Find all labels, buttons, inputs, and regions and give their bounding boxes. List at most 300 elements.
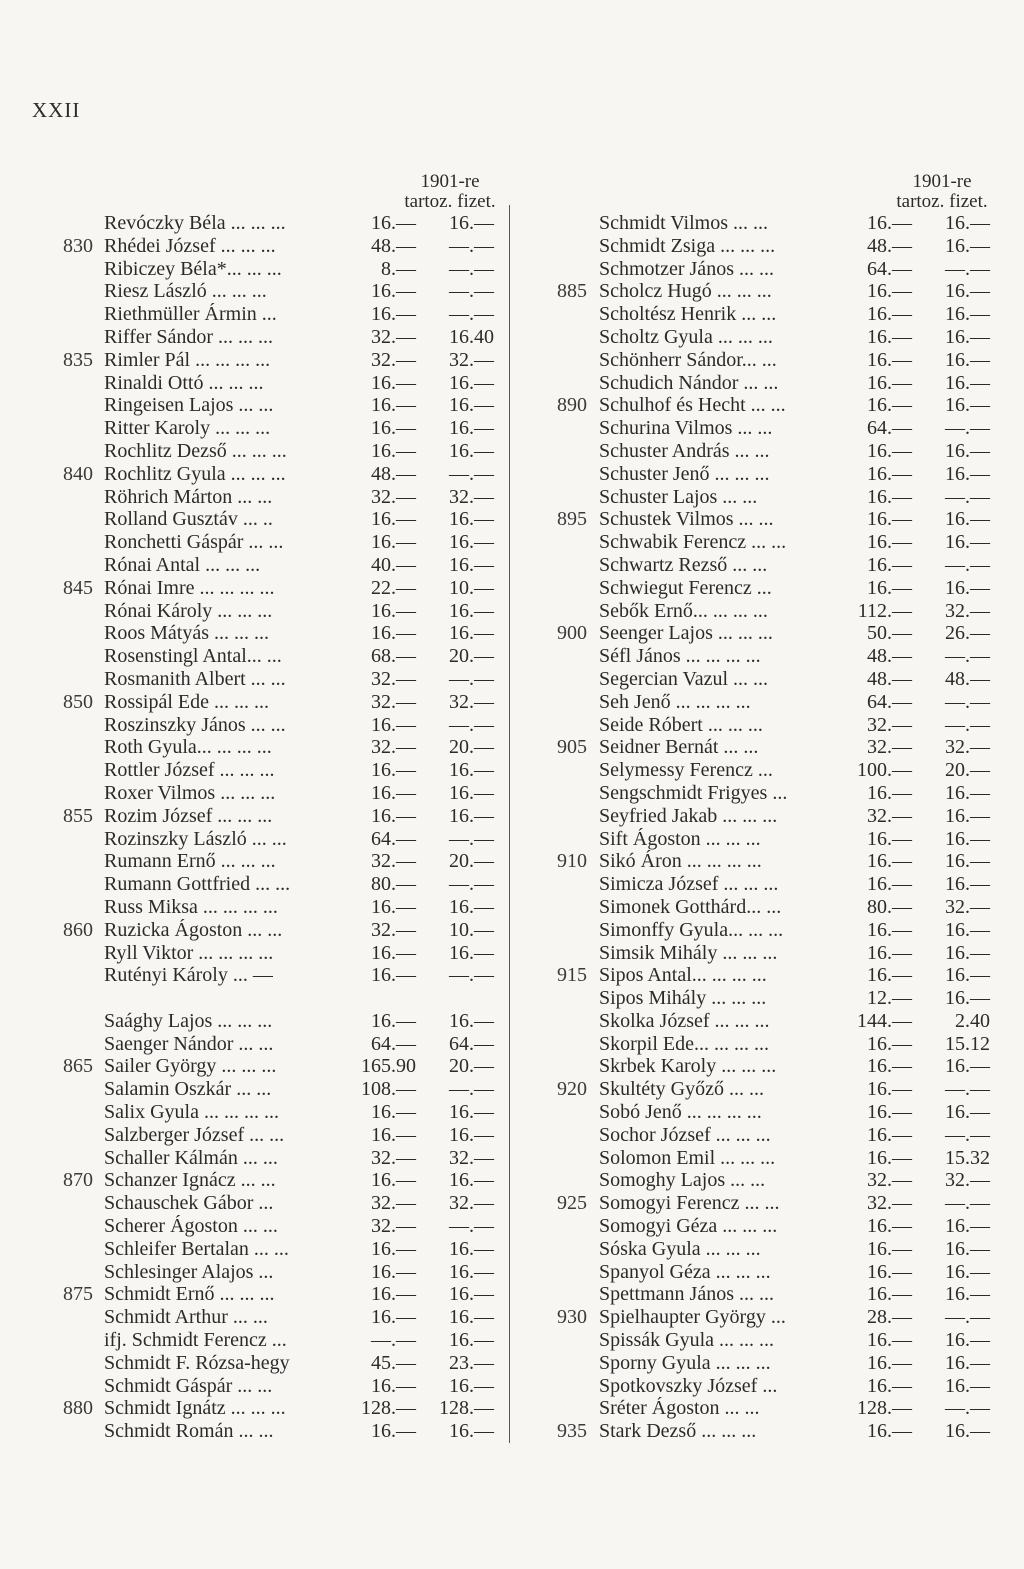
amount-due: 64.— [867,690,912,713]
amount-due: 16.— [867,1329,912,1352]
amount-paid: 16.— [945,325,990,348]
member-name: Skorpil Ede... ... ... ... [599,1032,769,1055]
amount-due: 16.— [867,508,912,531]
amount-paid: 32.— [945,1169,990,1192]
amount-paid: 2.40 [955,1009,990,1032]
amount-due: 32.— [371,850,416,873]
member-name: Rolland Gusztáv ... .. [104,508,273,531]
amount-paid: —.— [449,873,494,896]
amount-due: 128.— [361,1397,416,1420]
amount-paid: 16.— [449,1260,494,1283]
member-name: Seidner Bernát ... ... [599,736,759,759]
member-name: Spanyol Géza ... ... ... [599,1260,771,1283]
amount-due: 16.— [371,1374,416,1397]
amount-paid: 20.— [449,736,494,759]
member-name: Sengschmidt Frigyes ... [599,781,788,804]
amount-due: 16.— [867,439,912,462]
amount-due: 16.— [371,508,416,531]
amount-paid: 16.— [945,804,990,827]
member-name: Rutényi Károly ... — [104,964,273,987]
member-name: Schaller Kálmán ... ... [104,1146,278,1169]
amount-paid: 64.— [449,1032,494,1055]
amount-due: 80.— [371,873,416,896]
amount-due: 16.— [371,941,416,964]
amount-due: 68.— [371,645,416,668]
amount-due: 32.— [371,1215,416,1238]
amount-due: 16.— [867,1032,912,1055]
amount-due: 16.— [371,804,416,827]
member-number: 885 [557,280,587,303]
amount-paid: 16.— [449,508,494,531]
member-name: Saághy Lajos ... ... ... [104,1009,273,1032]
member-name: Rozim József ... ... ... [104,804,273,827]
member-name: Rochlitz Dezső ... ... ... [104,439,287,462]
member-name: Rumann Ernő ... ... ... [104,850,276,873]
amount-paid: 128.— [439,1397,494,1420]
amount-paid: 16.— [449,1374,494,1397]
amount-paid: 16.— [945,1215,990,1238]
amount-paid: 32.— [449,348,494,371]
amount-paid: 32.— [945,736,990,759]
amount-paid: 16.— [449,804,494,827]
member-name: Rozinszky László ... ... [104,827,287,850]
amount-due: 16.— [867,941,912,964]
member-name: Sréter Ágoston ... ... [599,1397,760,1420]
member-name: Roxer Vilmos ... ... ... [104,781,276,804]
amount-paid: 16.— [945,531,990,554]
amount-due: 100.— [857,759,912,782]
member-name: Schmidt Vilmos ... ... [599,212,769,234]
amount-paid: 16.— [945,964,990,987]
amount-paid: 16.— [945,439,990,462]
member-number: 890 [557,394,587,417]
amount-paid: —.— [945,645,990,668]
member-name: Skrbek Karoly ... ... ... [599,1055,777,1078]
member-name: Sóska Gyula ... ... ... [599,1237,761,1260]
member-name: Rónai Antal ... ... ... [104,553,261,576]
amount-paid: 16.— [449,781,494,804]
amount-paid: 16.— [945,941,990,964]
amount-paid: 16.— [945,212,990,234]
amount-due: 16.— [371,1009,416,1032]
member-name: Segercian Vazul ... ... [599,667,769,690]
amount-paid: 16.— [945,918,990,941]
member-name: Seenger Lajos ... ... ... [599,622,773,645]
amount-paid: 16.— [945,371,990,394]
amount-paid: 16.— [449,1169,494,1192]
amount-due: 16.— [371,1123,416,1146]
amount-due: 16.— [867,531,912,554]
amount-due: 48.— [867,234,912,257]
amount-due: 16.— [867,1123,912,1146]
amount-due: 48.— [371,234,416,257]
amount-paid: 16.— [945,987,990,1010]
member-name: Schmidt F. Rózsa-hegy [104,1351,290,1374]
amount-due: 64.— [867,257,912,280]
amount-paid: 16.— [945,303,990,326]
member-name: Simonek Gotthárd... ... [599,895,782,918]
member-name: Stark Dezső ... ... ... [599,1420,757,1443]
amount-due: 32.— [867,713,912,736]
amount-due: 108.— [361,1078,416,1101]
amount-paid: 16.— [945,1237,990,1260]
amount-paid: 16.— [449,371,494,394]
member-name: Rottler József ... ... ... [104,759,275,782]
amount-paid: —.— [449,462,494,485]
column-divider [509,205,510,1443]
amount-paid: 16.— [945,462,990,485]
amount-paid: —.— [945,1078,990,1101]
amount-paid: 16.— [945,827,990,850]
member-name: Schönherr Sándor... ... [599,348,777,371]
member-name: Sift Ágoston ... ... ... [599,827,761,850]
member-number: 905 [557,736,587,759]
member-name: Röhrich Márton ... ... [104,485,273,508]
member-name: Roos Mátyás ... ... ... [104,622,269,645]
member-name: Sipos Mihály ... ... ... [599,987,767,1010]
amount-due: 16.— [867,1260,912,1283]
amount-due: 80.— [867,895,912,918]
member-name: Spotkovszky József ... [599,1374,778,1397]
amount-due: 16.— [371,531,416,554]
amount-due: 16.— [371,1237,416,1260]
member-name: Sochor József ... ... ... [599,1123,771,1146]
left-column-header [385,172,515,212]
member-name: Schmidt Ernő ... ... ... [104,1283,275,1306]
amount-paid: 16.— [449,1329,494,1352]
amount-due: 16.— [867,781,912,804]
member-name: Roth Gyula... ... ... ... [104,736,272,759]
member-name: Salzberger József ... ... [104,1123,285,1146]
amount-due: 64.— [371,827,416,850]
amount-due: 32.— [371,1146,416,1169]
member-number: 910 [557,850,587,873]
amount-paid: 16.— [449,439,494,462]
amount-paid: 16.— [449,1123,494,1146]
amount-paid: 16.— [449,394,494,417]
member-name: Ritter Karoly ... ... ... [104,417,271,440]
amount-paid: 16.— [449,1101,494,1124]
member-name: Schauschek Gábor ... [104,1192,274,1215]
amount-due: 16.— [867,576,912,599]
amount-paid: 48.— [945,667,990,690]
member-name: ifj. Schmidt Ferencz ... [104,1329,287,1352]
member-name: Salix Gyula ... ... ... ... [104,1101,279,1124]
amount-paid: 32.— [945,895,990,918]
amount-paid: 16.— [945,781,990,804]
amount-due: 16.— [371,1283,416,1306]
amount-due: 16.— [371,1260,416,1283]
member-name: Spissák Gyula ... ... ... [599,1329,774,1352]
member-name: Ryll Viktor ... ... ... ... [104,941,274,964]
amount-paid: 16.— [449,553,494,576]
amount-due: 16.— [867,303,912,326]
left-header-year: 1901-re [420,171,480,192]
member-name: Seh Jenő ... ... ... ... [599,690,751,713]
member-name: Schustek Vilmos ... ... [599,508,774,531]
amount-paid: 16.— [945,1374,990,1397]
amount-due: 16.— [371,303,416,326]
amount-due: 16.— [371,439,416,462]
amount-due: 16.— [867,485,912,508]
amount-paid: 20.— [449,1055,494,1078]
amount-due: 16.— [371,394,416,417]
left-header-columns: tartoz. fizet. [404,191,496,212]
member-number: 830 [63,234,93,257]
amount-due: 16.— [867,394,912,417]
amount-paid: —.— [945,1397,990,1420]
member-name: Rochlitz Gyula ... ... ... [104,462,286,485]
member-name: Rossipál Ede ... ... ... [104,690,269,713]
amount-paid: 16.— [449,1237,494,1260]
amount-due: 16.— [867,850,912,873]
amount-due: 32.— [371,667,416,690]
amount-paid: 16.— [945,508,990,531]
amount-paid: 20.— [449,645,494,668]
amount-paid: 32.— [945,599,990,622]
amount-due: 32.— [371,690,416,713]
member-name: Schmidt Román ... ... [104,1420,274,1443]
amount-due: 32.— [867,804,912,827]
amount-paid: 15.12 [945,1032,990,1055]
member-name: Schleifer Bertalan ... ... [104,1237,289,1260]
amount-paid: —.— [945,690,990,713]
member-name: Schmidt Zsiga ... ... ... [599,234,776,257]
amount-due: 16.— [371,599,416,622]
amount-paid: —.— [945,1306,990,1329]
member-name: Riesz László ... ... ... [104,280,267,303]
amount-due: 16.— [867,1351,912,1374]
amount-paid: 32.— [449,1146,494,1169]
amount-paid: —.— [945,417,990,440]
amount-due: 32.— [371,485,416,508]
amount-due: 128.— [857,1397,912,1420]
amount-paid: —.— [449,257,494,280]
member-name: Salamin Oszkár ... ... [104,1078,272,1101]
amount-due: 12.— [867,987,912,1010]
member-name: Spettmann János ... ... [599,1283,774,1306]
member-name: Schurina Vilmos ... ... [599,417,773,440]
amount-due: 112.— [857,599,912,622]
member-name: Rimler Pál ... ... ... ... [104,348,271,371]
amount-due: 16.— [867,1101,912,1124]
amount-due: 16.— [371,622,416,645]
amount-paid: 16.— [945,1283,990,1306]
member-name: Schwabik Ferencz ... ... [599,531,787,554]
member-name: Ronchetti Gáspár ... ... [104,531,284,554]
amount-due: 16.— [867,553,912,576]
member-name: Scherer Ágoston ... ... [104,1215,278,1238]
amount-paid: 15.32 [945,1146,990,1169]
member-name: Schwartz Rezső ... ... [599,553,768,576]
member-name: Schulhof és Hecht ... ... [599,394,786,417]
member-name: Spielhaupter György ... [599,1306,786,1329]
amount-due: 16.— [867,964,912,987]
amount-paid: 16.— [945,1329,990,1352]
amount-paid: 16.— [449,212,494,234]
amount-paid: 16.— [449,1283,494,1306]
amount-paid: 16.— [945,234,990,257]
amount-paid: 20.— [945,759,990,782]
amount-due: 16.— [867,1283,912,1306]
member-name: Schmidt Arthur ... ... [104,1306,268,1329]
amount-due: 16.— [867,1146,912,1169]
right-header-columns: tartoz. fizet. [896,191,988,212]
amount-paid: 10.— [449,918,494,941]
amount-paid: 16.— [945,1260,990,1283]
member-name: Ringeisen Lajos ... ... [104,394,274,417]
amount-due: 16.— [371,371,416,394]
amount-paid: 16.— [449,1306,494,1329]
member-name: Skolka József ... ... ... [599,1009,770,1032]
amount-due: 165.90 [361,1055,416,1078]
amount-due: 16.— [371,781,416,804]
member-number: 845 [63,576,93,599]
amount-due: 16.— [867,1055,912,1078]
member-name: Sailer György ... ... ... [104,1055,277,1078]
amount-paid: —.— [449,234,494,257]
amount-due: —.— [371,1329,416,1352]
member-name: Sobó Jenő ... ... ... ... [599,1101,762,1124]
member-name: Rónai Imre ... ... ... ... [104,576,275,599]
amount-paid: 16.— [449,1009,494,1032]
amount-due: 16.— [371,1169,416,1192]
amount-paid: —.— [945,257,990,280]
member-number: 920 [557,1078,587,1101]
member-name: Riethmüller Ármin ... [104,303,277,326]
amount-paid: 10.— [449,576,494,599]
amount-due: 16.— [867,918,912,941]
amount-paid: 16.— [449,622,494,645]
amount-paid: 16.— [449,417,494,440]
amount-due: 16.— [867,1374,912,1397]
amount-due: 32.— [867,736,912,759]
amount-paid: —.— [945,1192,990,1215]
member-name: Seyfried Jakab ... ... ... [599,804,778,827]
member-name: Schanzer Ignácz ... ... [104,1169,276,1192]
amount-paid: 16.— [449,1420,494,1443]
amount-paid: 16.— [945,1055,990,1078]
member-name: Rumann Gottfried ... ... [104,873,291,896]
amount-due: 28.— [867,1306,912,1329]
amount-due: 32.— [371,325,416,348]
member-name: Scholtész Henrik ... ... [599,303,777,326]
amount-due: 16.— [867,1420,912,1443]
amount-due: 32.— [867,1192,912,1215]
amount-due: 16.— [867,873,912,896]
amount-due: 16.— [867,371,912,394]
amount-paid: —.— [945,485,990,508]
member-name: Rosmanith Albert ... ... [104,667,286,690]
member-name: Schuster Lajos ... ... [599,485,758,508]
amount-due: 16.— [867,212,912,234]
amount-paid: —.— [945,1123,990,1146]
amount-due: 144.— [857,1009,912,1032]
amount-due: 40.— [371,553,416,576]
member-name: Scholtz Gyula ... ... ... [599,325,773,348]
amount-due: 16.— [371,1306,416,1329]
amount-paid: —.— [449,280,494,303]
member-name: Somoghy Lajos ... ... [599,1169,766,1192]
amount-due: 16.— [371,1101,416,1124]
amount-paid: 32.— [449,485,494,508]
member-name: Solomon Emil ... ... ... [599,1146,776,1169]
amount-due: 16.— [867,462,912,485]
member-name: Schuster Jenő ... ... ... [599,462,770,485]
amount-paid: —.— [449,827,494,850]
amount-paid: 16.— [945,348,990,371]
amount-due: 64.— [371,1032,416,1055]
member-number: 860 [63,918,93,941]
amount-paid: —.— [449,1215,494,1238]
amount-due: 32.— [867,1169,912,1192]
member-name: Schlesinger Alajos ... [104,1260,274,1283]
member-name: Russ Miksa ... ... ... ... [104,895,278,918]
amount-paid: —.— [449,667,494,690]
amount-paid: 16.— [449,759,494,782]
member-name: Sporny Gyula ... ... ... [599,1351,771,1374]
amount-paid: 16.— [945,280,990,303]
member-name: Roszinszky János ... ... [104,713,286,736]
member-name: Selymessy Ferencz ... [599,759,773,782]
amount-due: 16.— [867,827,912,850]
member-name: Schmidt Ignátz ... ... ... [104,1397,286,1420]
amount-paid: 16.— [945,1101,990,1124]
member-name: Saenger Nándor ... ... [104,1032,274,1055]
right-column-header [877,172,1007,212]
member-number: 935 [557,1420,587,1443]
member-name: Somogyi Ferencz ... ... [599,1192,780,1215]
amount-due: 32.— [371,736,416,759]
amount-due: 32.— [371,918,416,941]
member-number: 880 [63,1397,93,1420]
amount-due: 32.— [371,348,416,371]
amount-due: 16.— [867,325,912,348]
amount-due: 16.— [371,759,416,782]
member-name: Simonffy Gyula... ... ... [599,918,784,941]
member-name: Somogyi Géza ... ... ... [599,1215,778,1238]
amount-paid: 26.— [945,622,990,645]
member-name: Simsik Mihály ... ... ... [599,941,778,964]
amount-due: 22.— [371,576,416,599]
amount-paid: 20.— [449,850,494,873]
amount-due: 48.— [867,645,912,668]
amount-due: 32.— [371,1192,416,1215]
member-name: Riffer Sándor ... ... ... [104,325,274,348]
member-name: Rosenstingl Antal... ... [104,645,282,668]
amount-paid: —.— [449,303,494,326]
member-number: 850 [63,690,93,713]
member-name: Schwiegut Ferencz ... [599,576,772,599]
amount-paid: 16.— [449,941,494,964]
member-name: Scholcz Hugó ... ... ... [599,280,772,303]
amount-due: 16.— [371,417,416,440]
amount-paid: —.— [449,713,494,736]
member-number: 875 [63,1283,93,1306]
amount-paid: 16.— [945,850,990,873]
member-name: Sikó Áron ... ... ... ... [599,850,762,873]
amount-due: 16.— [867,1237,912,1260]
amount-due: 16.— [371,212,416,234]
member-name: Seide Róbert ... ... ... [599,713,763,736]
amount-paid: 16.— [449,531,494,554]
amount-paid: —.— [945,713,990,736]
amount-paid: 23.— [449,1351,494,1374]
member-number: 870 [63,1169,93,1192]
member-name: Schmidt Gáspár ... ... [104,1374,273,1397]
amount-paid: 16.— [945,576,990,599]
amount-paid: 16.— [945,1351,990,1374]
